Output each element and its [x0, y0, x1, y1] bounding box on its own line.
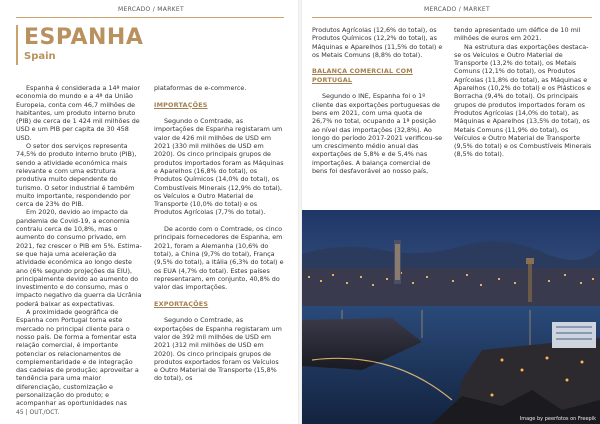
paragraph: Na estrutura das exportações destaca-se os Veículos e Outro Material de Transporte (13,2% do total), os Metais Comuns (12,1% do total), os Produtos Agrícolas (11,8% do total), as Máquinas e Aparelhos (10,2% do total) e os Plásticos e Borracha (9,4% do total). Os principais grupos de produtos importados foram os Produtos Agrícolas (14,0% do total), as Máquinas e Aparelhos (13,5% do total), os Metais Comuns (11,9% do total), os Veículos e Outro Material de Transporte (9,5% do total) e os Combustíveis Minerais (8,5% do total). — [454, 42, 592, 159]
header-rule — [16, 17, 284, 18]
page-title: ESPANHA — [24, 25, 144, 50]
page-footer: 45 | OUT./OCT. — [16, 409, 60, 416]
title-accent-bar — [16, 25, 18, 65]
paragraph: Segundo o Comtrade, as exportações de Espanha registaram um valor de 392 mil milhões de USD em 2021 (312 mil milhões de USD em 2020). Os cinco principais grupos de produtos exportados foram os Veículos e Outro Material de Transporte (15,8% do total), os — [154, 316, 282, 383]
header-rule — [312, 17, 592, 18]
left-page — [0, 0, 298, 424]
running-header: MERCADO / MARKET — [118, 6, 184, 13]
exports-heading: EXPORTAÇÕES — [154, 299, 209, 308]
right-page — [302, 0, 600, 424]
imports-heading: IMPORTAÇÕES — [154, 100, 208, 109]
running-header: MERCADO / MARKET — [424, 6, 490, 13]
left-column-2 — [154, 84, 284, 383]
paragraph: O setor dos serviços representa 74,5% do produto interno bruto (PIB), sendo a atividade económica mais relevante e com uma estrutura produtiva muito dependente do turismo. O setor industrial é também muito importante, respondendo por cerca de 23% do PIB. — [16, 142, 137, 209]
barcelona-night-photo — [302, 210, 600, 424]
paragraph: Segundo o INE, Espanha foi o 1º cliente das exportações portuguesas de bens em 2021, com uma quota de 26,7% no total, ocupando a 1ª posição ao nível das importações (32,8%). Ao longo do período 2017-2021 verificou-se um crescimento médio anual das exportações de 5,8% e de 5,4% nas importações. A balança comercial de bens foi desfavorável ao nosso país, — [312, 92, 443, 176]
paragraph: Em 2020, devido ao impacto da pandemia de Covid-19, a economia contraiu cerca de 10,8%, mas o aumento do consumo privado, em 2021, fez crescer o PIB em 5%. Estima-se que haja uma aceleração da atividade económica ao longo deste ano (6% segundo projeções da EIU), principalmente devido ao aumento do investimento e do consumo, mas o impacto negativo da guerra da Ucrânia poderá baixar as expectativas. — [16, 208, 142, 308]
photo-credit: Image by peerfotos on Freepik — [519, 416, 596, 422]
trade-balance-heading: BALANÇA COMERCIAL COM PORTUGAL — [312, 67, 413, 84]
paragraph: Segundo o Comtrade, as importações de Espanha registaram um valor de 426 mil milhões de USD em 2021 (330 mil milhões de USD em 2020). Os cinco principais grupos de produtos importados foram as Máquinas e Aparelhos (16,8% do total), os Produtos Químicos (14,0% do total), os Combustíveis Minerais (12,9% do total), os Veículos e Outro Material de Transporte (10,0% do total) e os Produtos Agrícolas (7,7% do total). — [154, 117, 284, 217]
paragraph-continuation: plataformas de e-commerce. — [154, 84, 247, 92]
page-subtitle: Spain — [24, 51, 56, 62]
paragraph-continuation: tendo apresentado um défice de 10 mil milhões de euros em 2021. — [454, 26, 581, 43]
paragraph: De acordo com o Comtrade, os cinco principais fornecedores de Espanha, em 2021, foram a Alemanha (10,6% do total), a China (9,7% do total), França (9,5% do total), a Itália (6,3% do total) e os EUA (4,7% do total). Estes países representaram, em conjunto, 40,8% do valor das importações. — [154, 225, 284, 292]
right-column-1 — [312, 26, 444, 175]
paragraph-continuation: Produtos Agrícolas (12,6% do total), os Produtos Químicos (12,2% do total), as Máquinas e Aparelhos (11,5% do total) e os Metais Comuns (8,8% do total). — [312, 26, 443, 59]
right-column-2 — [454, 26, 592, 159]
paragraph: Espanha é considerada a 14ª maior economia do mundo e a 4ª da União Europeia, conta com 46,7 milhões de habitantes, um produto interno bruto (PIB) de cerca de 1 424 mil milhões de USD e um PIB per capita de 30 458 USD. — [16, 84, 141, 142]
paragraph: A proximidade geográfica de Espanha com Portugal torna este mercado no principal cliente para o nosso país. De forma a fomentar esta relação comercial, é importante potenciar os relacionamentos de complementaridade e de integração das cadeias de produção; aproveitar a tendência para uma maior diferenciação, customização e personalização do produto; e acompanhar as oportunidades nas — [16, 308, 139, 408]
left-column-1 — [16, 84, 142, 408]
